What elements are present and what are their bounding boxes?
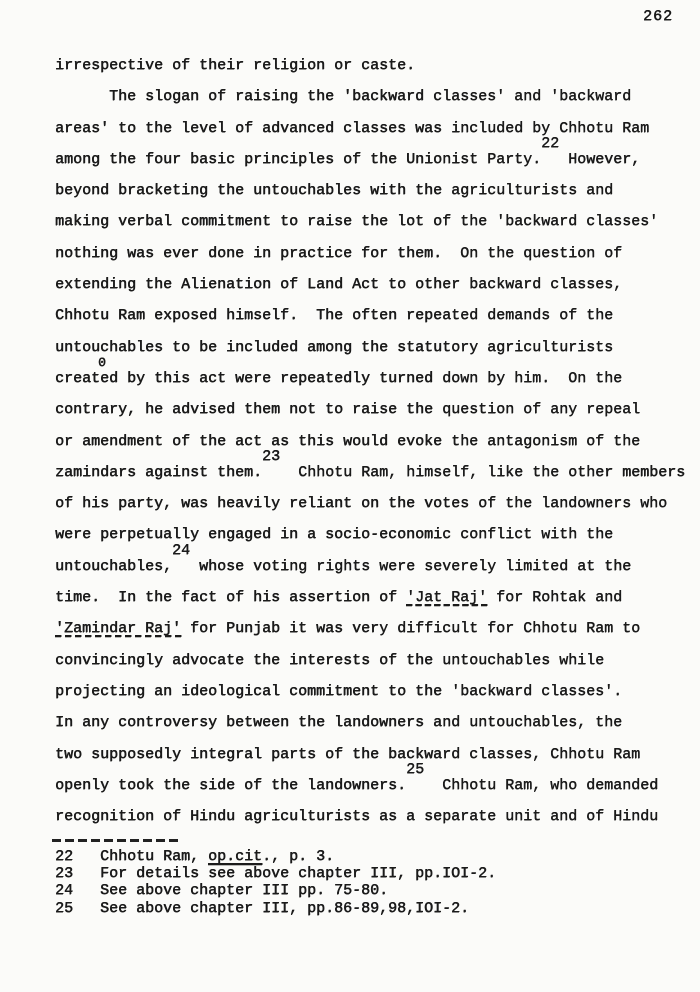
text-segment: See above chapter III, pp.86-89,98,IOI-2. — [100, 899, 470, 917]
footnote-separator — [52, 839, 178, 842]
text-segment: making verbal commitment to raise the lot of the 'backward classes' — [55, 213, 659, 231]
text-segment: The slogan of raising the 'backward classes' and 'backward — [55, 88, 632, 106]
text-segment: However, — [559, 150, 641, 168]
text-segment: In any controversy between the landowners and untouchables, the — [55, 714, 623, 732]
footnote-marker: 25 — [406, 760, 425, 778]
text-line — [55, 175, 685, 206]
text-segment: contrary, he advised them not to raise the question of any repeal — [55, 401, 641, 419]
text-segment: for Punjab it was very difficult for Chhotu Ram to — [181, 620, 641, 638]
text-segment: created by this act were repeatedly turned down by him. On the — [55, 369, 623, 387]
text-segment: time. In the fact of his assertion of — [55, 589, 407, 607]
text-segment: or amendment of the act as this would evoke the antagonism of the — [55, 432, 641, 450]
text-segment: whose voting rights were severely limited at the — [190, 557, 632, 575]
footnote-text — [100, 848, 334, 865]
text-segment: projecting an ideological commitment to the 'backward classes'. — [55, 682, 623, 700]
text-line — [55, 760, 685, 801]
underlined-text: 'Jat Raj' — [406, 589, 488, 607]
text-segment: Chhotu Ram exposed himself. The often repeated demands of the — [55, 307, 614, 325]
text-segment: of his party, was heavily reliant on the votes of the landowners who — [55, 495, 668, 513]
text-line — [55, 238, 685, 269]
text-line — [55, 81, 685, 112]
text-segment: recognition of Hindu agriculturists as a separate unit and of Hindu — [55, 808, 659, 826]
text-segment: irrespective of their religion or caste. — [55, 57, 416, 74]
text-line — [55, 300, 685, 331]
footnote-text — [100, 865, 496, 882]
text-line — [55, 801, 685, 832]
text-segment: Chhotu Ram, himself, like the other members — [280, 463, 686, 481]
text-line — [55, 394, 685, 425]
text-segment: For details see above chapter III, pp.IOI-2. — [100, 865, 497, 883]
text-segment: nothing was ever done in practice for them. On the question of — [55, 244, 623, 262]
text-segment: beyond bracketing the untouchables with the agriculturists and — [55, 182, 614, 200]
footnote-number: 24 — [55, 882, 74, 900]
text-line — [55, 676, 685, 707]
footnotes — [55, 848, 496, 917]
text-line — [55, 426, 685, 457]
text-segment: two supposedly integral parts of the backward classes, Chhotu Ram — [55, 745, 641, 763]
page-number: 262 — [643, 8, 674, 25]
text-segment: ., p. 3. — [262, 848, 335, 865]
text-line — [55, 50, 685, 81]
footnote-marker: 22 — [541, 134, 560, 152]
footnote-number: 23 — [55, 865, 74, 883]
footnote-row — [55, 848, 496, 865]
stray-mark: 0 — [98, 355, 106, 370]
text-line — [55, 488, 685, 519]
text-segment: untouchables, — [55, 557, 173, 575]
footnote-text — [100, 900, 469, 917]
footnote-marker: 23 — [262, 447, 281, 465]
text-line — [55, 332, 685, 363]
footnote-text — [100, 882, 388, 899]
footnote-number: 22 — [55, 848, 74, 865]
text-line — [55, 134, 685, 175]
text-line — [55, 269, 685, 300]
text-line — [55, 363, 685, 394]
text-segment: among the four basic principles of the Unionist Party. — [55, 150, 542, 168]
text-segment: untouchables to be included among the statutory agriculturists — [55, 338, 614, 356]
underlined-text: op.cit — [208, 848, 263, 865]
text-line — [55, 707, 685, 738]
footnote-row — [55, 900, 496, 917]
text-segment: extending the Alienation of Land Act to other backward classes, — [55, 276, 623, 294]
text-line — [55, 582, 685, 613]
text-line — [55, 613, 685, 644]
text-segment: convincingly advocate the interests of the untouchables while — [55, 651, 605, 669]
text-segment: Chhotu Ram, who demanded — [424, 776, 659, 794]
text-segment: zamindars against them. — [55, 463, 263, 481]
text-segment: See above chapter III pp. 75-80. — [100, 882, 389, 900]
text-line — [55, 519, 685, 550]
text-line — [55, 739, 685, 770]
body-text — [55, 50, 685, 832]
text-line — [55, 645, 685, 676]
text-segment: were perpetually engaged in a socio-economic conflict with the — [55, 526, 614, 544]
footnote-row — [55, 882, 496, 899]
text-segment: for Rohtak and — [487, 589, 623, 607]
text-line — [55, 206, 685, 237]
text-line — [55, 113, 685, 144]
text-line — [55, 447, 686, 488]
footnote-row — [55, 865, 496, 882]
text-segment: areas' to the level of advanced classes was included by Chhotu Ram — [55, 119, 650, 137]
text-segment: openly took the side of the landowners. — [55, 776, 407, 794]
footnote-number: 25 — [55, 899, 74, 917]
text-line — [55, 541, 685, 582]
footnote-marker: 24 — [172, 541, 191, 559]
underlined-text: 'Zamindar Raj' — [55, 620, 182, 638]
text-segment: Chhotu Ram, — [100, 848, 209, 865]
